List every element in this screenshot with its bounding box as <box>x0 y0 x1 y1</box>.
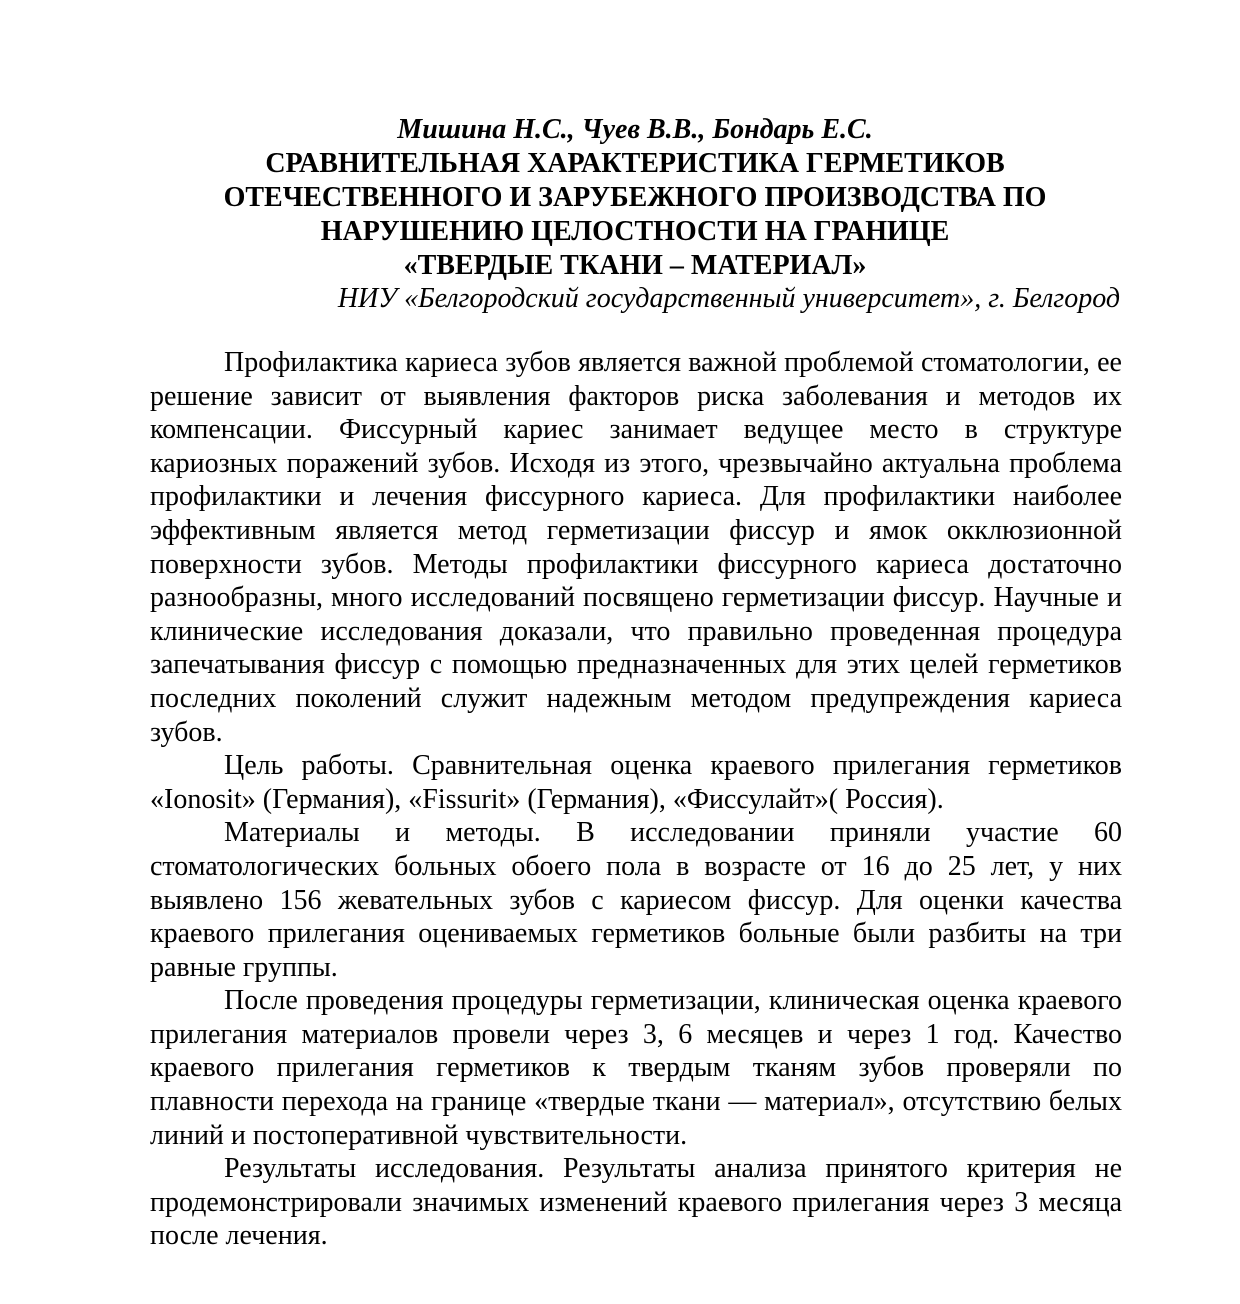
paragraph-results: Результаты исследования. Результаты анализа принятого критерия не продемонстрировали значимых изменений краевого прилегания через 3 месяца после лечения. <box>150 1153 1122 1252</box>
affiliation: НИУ «Белгородский государственный университет», г. Белгород <box>337 283 1120 314</box>
title-line: СРАВНИТЕЛЬНАЯ ХАРАКТЕРИСТИКА ГЕРМЕТИКОВ <box>265 148 1005 179</box>
paragraph-methods: Материалы и методы. В исследовании приняли участие 60 стоматологических больных обоего пола в возрасте от 16 до 25 лет, у них выявлено 156 жевательных зубов с кариесом фиссур. Для оценки качества краевого прилегания оцениваемых герметиков больные были разбиты на три равные группы. <box>150 817 1122 983</box>
paper-title <box>0 147 1240 283</box>
body-text <box>150 346 1122 1253</box>
authors: Мишина Н.С., Чуев В.В., Бондарь Е.С. <box>397 114 873 145</box>
paragraph-aim: Цель работы. Сравнительная оценка краевого прилегания герметиков «Ionosit» (Германия), «Fissurit» (Германия), «Фиссулайт»( Россия). <box>150 750 1122 815</box>
paragraph-procedure: После проведения процедуры герметизации, клиническая оценка краевого прилегания материалов провели через 3, 6 месяцев и через 1 год. Качество краевого прилегания герметиков к твердым тканям зубов проверяли по плавности перехода на границе «твердые ткани — материал», отсутствию белых линий и постоперативной чувствительности. <box>150 985 1122 1151</box>
title-line: «ТВЕРДЫЕ ТКАНИ – МАТЕРИАЛ» <box>403 250 867 281</box>
paragraph-introduction: Профилактика кариеса зубов является важной проблемой стоматологии, ее решение зависит от выявления факторов риска заболевания и методов их компенсации. Фиссурный кариес занимает ведущее место в структуре кариозных поражений зубов. Исходя из этого, чрезвычайно актуальна проблема профилактики и лечения фиссурного кариеса. Для профилактики наиболее эффективным является метод герметизации фиссур и ямок окклюзионной поверхности зубов. Методы профилактики фиссурного кариеса достаточно разнообразны, много исследований посвящено герметизации фиссур. Научные и клинические исследования доказали, что правильно проведенная процедура запечатывания фиссур с помощью предназначенных для этих целей герметиков последних поколений служит надежным методом предупреждения кариеса зубов. <box>150 347 1122 748</box>
title-line: ОТЕЧЕСТВЕННОГО И ЗАРУБЕЖНОГО ПРОИЗВОДСТВА ПО <box>223 182 1047 213</box>
title-line: НАРУШЕНИЮ ЦЕЛОСТНОСТИ НА ГРАНИЦЕ <box>320 216 950 247</box>
